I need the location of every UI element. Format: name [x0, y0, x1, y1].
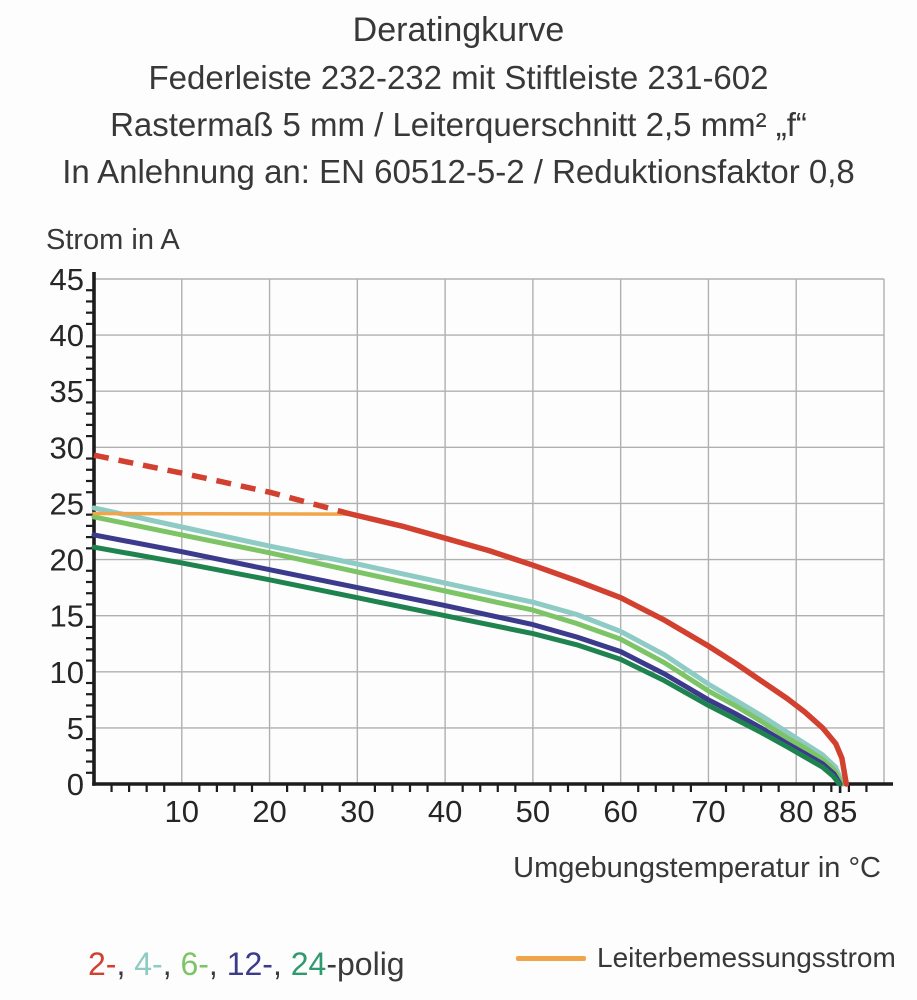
- x-tick-label: 30: [340, 794, 375, 829]
- pole-legend-suffix: -polig: [326, 946, 405, 982]
- chart-subtitle-1: Federleiste 232-232 mit Stiftleiste 231-602: [148, 59, 769, 96]
- rated-current-label: Leiterbemessungsstrom: [597, 942, 896, 973]
- pole-legend-separator: ,: [208, 946, 227, 982]
- y-tick-label: 45: [49, 262, 84, 297]
- x-tick-label: 50: [515, 794, 551, 829]
- y-tick-label: 5: [66, 710, 84, 746]
- y-tick-label: 0: [66, 767, 84, 802]
- rated-current-line-swatch: [516, 956, 586, 961]
- x-tick-label: 10: [164, 794, 200, 829]
- chart-curves: [94, 455, 846, 784]
- pole-legend-item: 4-: [134, 946, 163, 982]
- chart-title: Deratingkurve: [352, 11, 565, 49]
- series-4-polig: [94, 508, 843, 784]
- chart-subtitle-2: Rastermaß 5 mm / Leiterquerschnitt 2,5 mm² „f“: [110, 106, 807, 143]
- x-tick-label: 20: [252, 794, 287, 829]
- chart-tick-labels: [50, 262, 858, 829]
- chart-subtitle-3: In Anlehnung an: EN 60512-5-2 / Reduktionsfaktor 0,8: [62, 153, 855, 190]
- pole-legend-separator: ,: [272, 946, 291, 982]
- series-24-polig: [94, 547, 839, 784]
- pole-legend-separator: ,: [162, 946, 181, 982]
- pole-legend-item: 2-: [88, 946, 117, 982]
- poles-legend: [88, 946, 405, 983]
- pole-legend-item: 24: [290, 946, 327, 982]
- pole-legend-separator: ,: [116, 946, 135, 982]
- y-tick-label: 10: [49, 654, 84, 690]
- x-tick-label: 70: [691, 794, 726, 829]
- x-tick-label: 85: [822, 794, 858, 829]
- y-tick-label: 40: [49, 318, 84, 354]
- x-tick-label: 60: [603, 794, 638, 829]
- pole-legend-item: 6-: [180, 946, 209, 982]
- y-tick-label: 35: [49, 374, 84, 410]
- x-tick-label: 40: [427, 794, 463, 829]
- pole-legend-item: 12-: [226, 946, 273, 982]
- series-Leiterbemessungsstrom: [94, 514, 349, 515]
- y-tick-label: 30: [49, 430, 84, 466]
- series-2-polig-dashed: [94, 455, 349, 513]
- x-tick-label: 80: [778, 794, 814, 829]
- chart-axes: [92, 272, 893, 786]
- series-2-polig: [349, 514, 847, 785]
- y-tick-label: 20: [49, 542, 84, 578]
- y-tick-label: 15: [49, 598, 84, 634]
- y-tick-label: 25: [49, 486, 84, 522]
- y-axis-title: Strom in A: [46, 224, 180, 256]
- x-axis-title: Umgebungstemperatur in °C: [513, 852, 881, 884]
